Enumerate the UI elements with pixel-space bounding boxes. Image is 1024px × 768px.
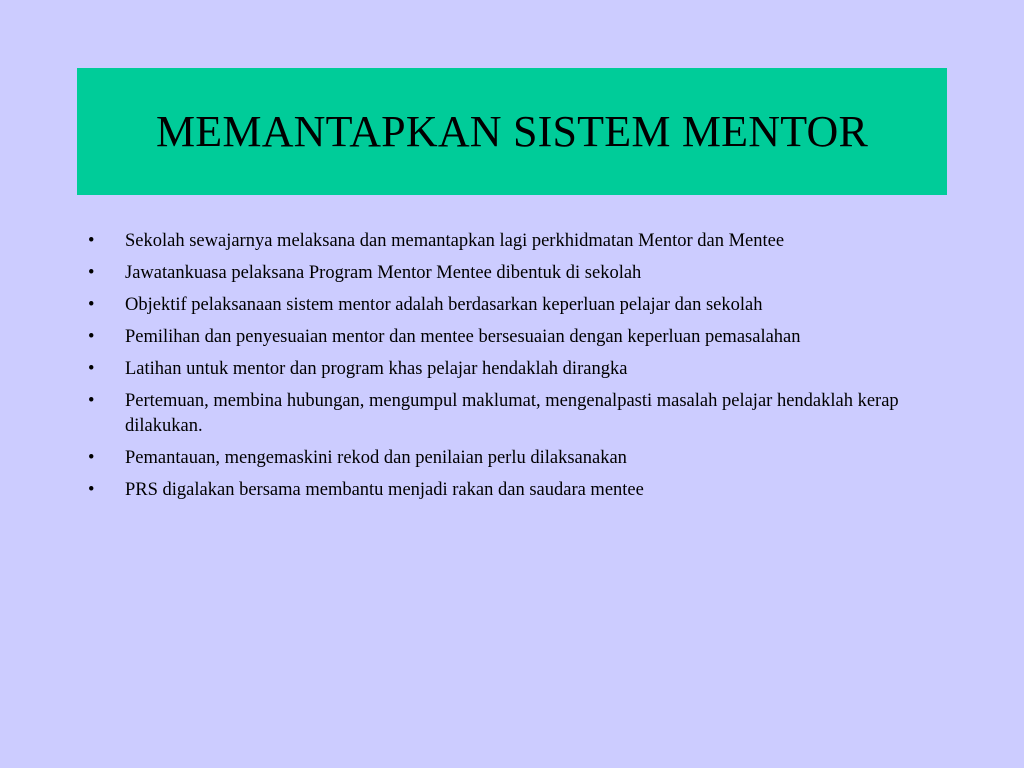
bullet-icon: • [88, 480, 95, 500]
list-item [88, 293, 938, 318]
bullet-text: Jawatankuasa pelaksana Program Mentor Mentee dibentuk di sekolah [125, 263, 642, 283]
bullet-text: Pemilihan dan penyesuaian mentor dan mentee bersesuaian dengan keperluan pemasalahan [125, 327, 801, 347]
bullet-icon: • [88, 327, 95, 347]
list-item [88, 261, 938, 286]
list-item [88, 229, 938, 254]
list-item [88, 478, 938, 503]
bullet-icon: • [88, 448, 95, 468]
bullet-text: Objektif pelaksanaan sistem mentor adalah berdasarkan keperluan pelajar dan sekolah [125, 295, 763, 315]
bullet-text: Pemantauan, mengemaskini rekod dan penilaian perlu dilaksanakan [125, 448, 627, 468]
bullet-icon: • [88, 263, 95, 283]
list-item [88, 389, 938, 439]
title-banner [77, 68, 947, 195]
list-item [88, 357, 938, 382]
bullet-text: Sekolah sewajarnya melaksana dan memantapkan lagi perkhidmatan Mentor dan Mentee [125, 231, 785, 251]
list-item [88, 446, 938, 471]
list-item [88, 325, 938, 350]
bullet-text: Latihan untuk mentor dan program khas pelajar hendaklah dirangka [125, 359, 628, 379]
slide-title: MEMANTAPKAN SISTEM MENTOR [155, 107, 869, 156]
bullet-text: Pertemuan, membina hubungan, mengumpul maklumat, mengenalpasti masalah pelajar hendaklah kerap dilakukan. [125, 391, 899, 436]
bullet-icon: • [88, 359, 95, 379]
bullet-icon: • [88, 295, 95, 315]
bullet-text: PRS digalakan bersama membantu menjadi rakan dan saudara mentee [125, 480, 644, 500]
bullet-list [88, 229, 938, 510]
bullet-icon: • [88, 391, 95, 411]
bullet-icon: • [88, 231, 95, 251]
